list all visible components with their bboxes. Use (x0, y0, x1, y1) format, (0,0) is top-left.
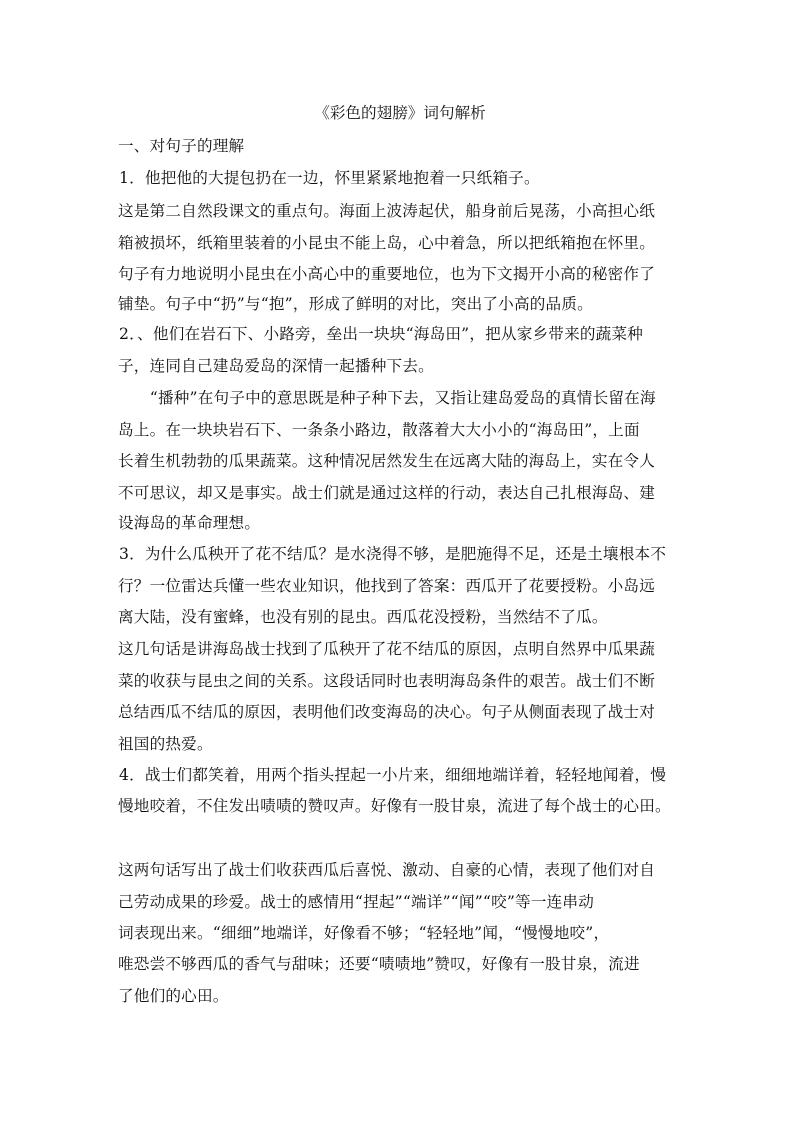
document-title: 《彩色的翅膀》词句解析 (314, 104, 486, 122)
item-4-sentence-line: 4．战士们都笑着，用两个指头捏起一小片来，细细地端详着，轻轻地闻着，慢 (119, 766, 667, 784)
item-1-analysis-line: 铺垫。句子中“扔”与“抱”，形成了鲜明的对比，突出了小高的品质。 (118, 295, 593, 313)
item-1-sentence-line: 1．他把他的大提包扔在一边，怀里紧紧地抱着一只纸箱子。 (119, 169, 540, 187)
item-3-sentence-line: 离大陆，没有蜜蜂，也没有别的昆虫。西瓜花没授粉，当然结不了瓜。 (118, 608, 608, 626)
item-3-analysis-line: 总结西瓜不结瓜的原因，表明他们改变海岛的决心。句子从侧面表现了战士对 (118, 703, 655, 721)
item-2-analysis-line: 长着生机勃勃的瓜果蔬菜。这种情况居然发生在远离大陆的海岛上，实在令人 (118, 452, 655, 470)
item-2-analysis-line: 岛上。在一块块岩石下、一条条小路边，散落着大大小小的“海岛田”，上面 (118, 421, 640, 439)
item-2-analysis-line: “播种”在句子中的意思既是种子种下去，又指让建岛爱岛的真情长留在海 (134, 389, 656, 407)
item-2-analysis-line: 设海岛的革命理想。 (118, 514, 261, 532)
item-2-sentence-line: 2．、他们在岩石下、小路旁，垒出一块块“海岛田”，把从家乡带来的蔬菜种 (119, 325, 644, 343)
item-2-analysis-line: 不可思议，却又是事实。战士们就是通过这样的行动，表达自己扎根海岛、建 (118, 484, 655, 502)
item-4-analysis-line: 词表现出来。“细细”地端详，好像看不够；“轻轻地”闻，“慢慢地咬”， (118, 924, 610, 942)
item-1-analysis-line: 箱被损坏，纸箱里装着的小昆虫不能上岛，心中着急，所以把纸箱抱在怀里。 (118, 234, 655, 252)
item-1-analysis-line: 句子有力地说明小昆虫在小高心中的重要地位，也为下文揭开小高的秘密作了 (118, 265, 655, 283)
item-3-analysis-line: 这几句话是讲海岛战士找到了瓜秧开了花不结瓜的原因，点明自然界中瓜果蔬 (118, 640, 655, 658)
item-4-sentence-line: 慢地咬着，不住发出啧啧的赞叹声。好像有一股甘泉，流进了每个战士的心田。 (118, 797, 671, 815)
item-2-sentence-line: 子，连同自己建岛爱岛的深情一起播种下去。 (118, 357, 434, 375)
item-3-analysis-line: 祖国的热爱。 (118, 735, 213, 753)
item-3-sentence-line: 行？一位雷达兵懂一些农业知识，他找到了答案：西瓜开了花要授粉。小岛远 (118, 577, 655, 595)
item-4-analysis-line: 这两句话写出了战士们收获西瓜后喜悦、激动、自豪的心情，表现了他们对自 (118, 861, 655, 879)
item-1-analysis-line: 这是第二自然段课文的重点句。海面上波涛起伏，船身前后晃荡，小高担心纸 (118, 202, 655, 220)
item-4-analysis-line: 了他们的心田。 (118, 987, 229, 1005)
item-4-analysis-line: 己劳动成果的珍爱。战士的感情用“捏起”“端详”“闻”“咬”等一连串动 (118, 893, 595, 911)
item-4-analysis-line: 唯恐尝不够西瓜的香气与甜味；还要“啧啧地”赞叹，好像有一股甘泉，流进 (118, 955, 640, 973)
item-3-analysis-line: 菜的收获与昆虫之间的关系。这段话同时也表明海岛条件的艰苦。战士们不断 (118, 672, 655, 690)
section-heading: 一、对句子的理解 (118, 137, 245, 155)
item-3-sentence-line: 3．为什么瓜秧开了花不结瓜？是水浇得不够，是肥施得不足，还是土壤根本不 (119, 545, 667, 563)
